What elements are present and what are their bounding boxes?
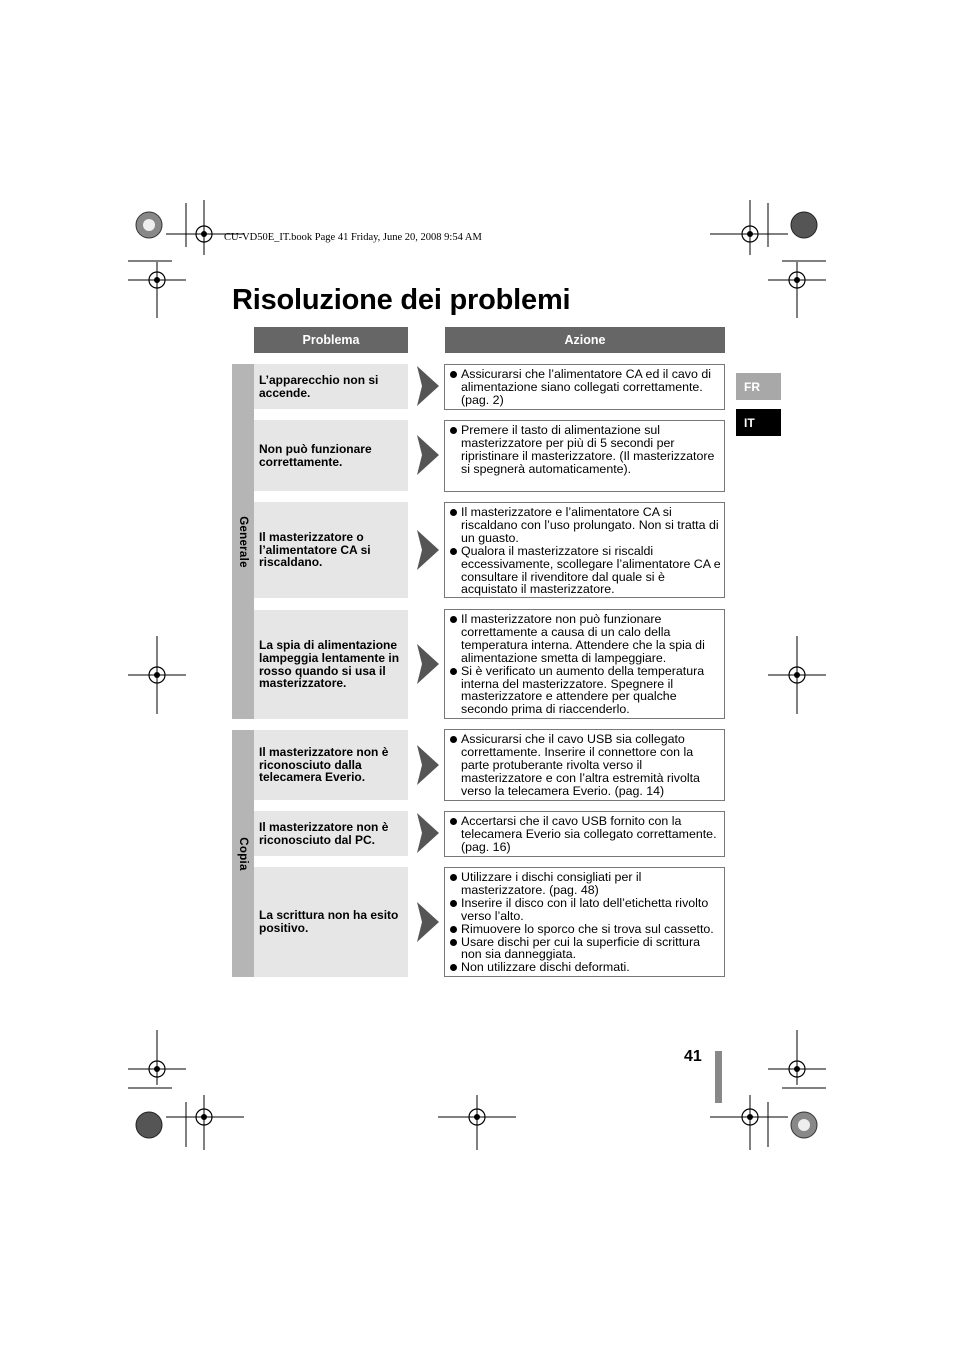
problem-cell: Il masterizzatore o l’alimentatore CA si riscaldano. <box>254 502 408 598</box>
arrow-right-icon <box>417 813 439 853</box>
problem-cell: Non può funzionare correttamente. <box>254 420 408 491</box>
action-item: Assicurarsi che il cavo USB sia collegato correttamente. Inserire il connettore con la parte protuberante rivolta verso il masterizzatore e con l’altra estremità rivolta verso la telecamera Everio. (pag. 14) <box>449 733 721 798</box>
arrow-right-icon <box>417 902 439 942</box>
arrow-right-icon <box>417 745 439 785</box>
page-title: Risoluzione dei problemi <box>232 284 571 316</box>
arrow-right-icon <box>417 644 439 684</box>
arrow-right-icon <box>417 435 439 475</box>
action-item: Inserire il disco con il lato dell’etichetta rivolto verso l’alto. <box>449 897 721 923</box>
action-item: Rimuovere lo sporco che si trova sul cassetto. <box>449 923 721 936</box>
problem-cell: La scrittura non ha esito positivo. <box>254 867 408 977</box>
problem-column-header: Problema <box>254 327 408 353</box>
action-item: Utilizzare i dischi consigliati per il masterizzatore. (pag. 48) <box>449 871 721 897</box>
language-tab-fr[interactable]: FR <box>736 373 781 400</box>
action-cell <box>444 609 725 719</box>
page-number: 41 <box>684 1048 702 1065</box>
action-item: Usare dischi per cui la superficie di scrittura non sia danneggiata. <box>449 936 721 962</box>
action-item: Premere il tasto di alimentazione sul masterizzatore per più di 5 secondi per ripristinare il masterizzatore. (Il masterizzatore si spegnerà automaticamente). <box>449 424 721 476</box>
group-label-generale: Generale <box>237 515 249 568</box>
arrow-right-icon <box>417 366 439 406</box>
problem-cell: Il masterizzatore non è riconosciuto dalla telecamera Everio. <box>254 730 408 800</box>
language-tab-it[interactable]: IT <box>736 409 781 436</box>
group-bar-copia <box>232 730 254 977</box>
action-cell <box>444 729 725 801</box>
arrow-right-icon <box>417 530 439 570</box>
file-info: CU-VD50E_IT.book Page 41 Friday, June 20, 2008 9:54 AM <box>224 232 482 243</box>
action-item: Il masterizzatore e l’alimentatore CA si riscaldano con l’uso prolungato. Non si tratta di un guasto. <box>449 506 721 545</box>
action-item: Si è verificato un aumento della temperatura interna del masterizzatore. Spegnere il masterizzatore e attendere per qualche secondo prima di riaccenderlo. <box>449 665 721 717</box>
page-thumb-bar <box>715 1051 722 1103</box>
action-item: Accertarsi che il cavo USB fornito con la telecamera Everio sia collegato correttamente. (pag. 16) <box>449 815 721 854</box>
group-bar-generale <box>232 364 254 719</box>
action-item: Qualora il masterizzatore si riscaldi eccessivamente, scollegare l’alimentatore CA e consultare il rivenditore dal quale si è acquistato il masterizzatore. <box>449 545 721 597</box>
action-column-header: Azione <box>445 327 725 353</box>
action-item: Assicurarsi che l’alimentatore CA ed il cavo di alimentazione siano collegati correttamente. (pag. 2) <box>449 368 721 407</box>
group-label-copia: Copia <box>237 836 249 871</box>
action-item: Il masterizzatore non può funzionare correttamente a causa di un calo della temperatura interna. Attendere che la spia di alimentazione smetta di lampeggiare. <box>449 613 721 665</box>
action-cell <box>444 364 725 410</box>
action-cell <box>444 811 725 857</box>
action-cell <box>444 867 725 977</box>
action-item: Non utilizzare dischi deformati. <box>449 961 721 974</box>
problem-cell: La spia di alimentazione lampeggia lentamente in rosso quando si usa il masterizzatore. <box>254 610 408 719</box>
action-cell <box>444 502 725 598</box>
problem-cell: L’apparecchio non si accende. <box>254 364 408 409</box>
action-cell <box>444 420 725 492</box>
problem-cell: Il masterizzatore non è riconosciuto dal PC. <box>254 811 408 856</box>
